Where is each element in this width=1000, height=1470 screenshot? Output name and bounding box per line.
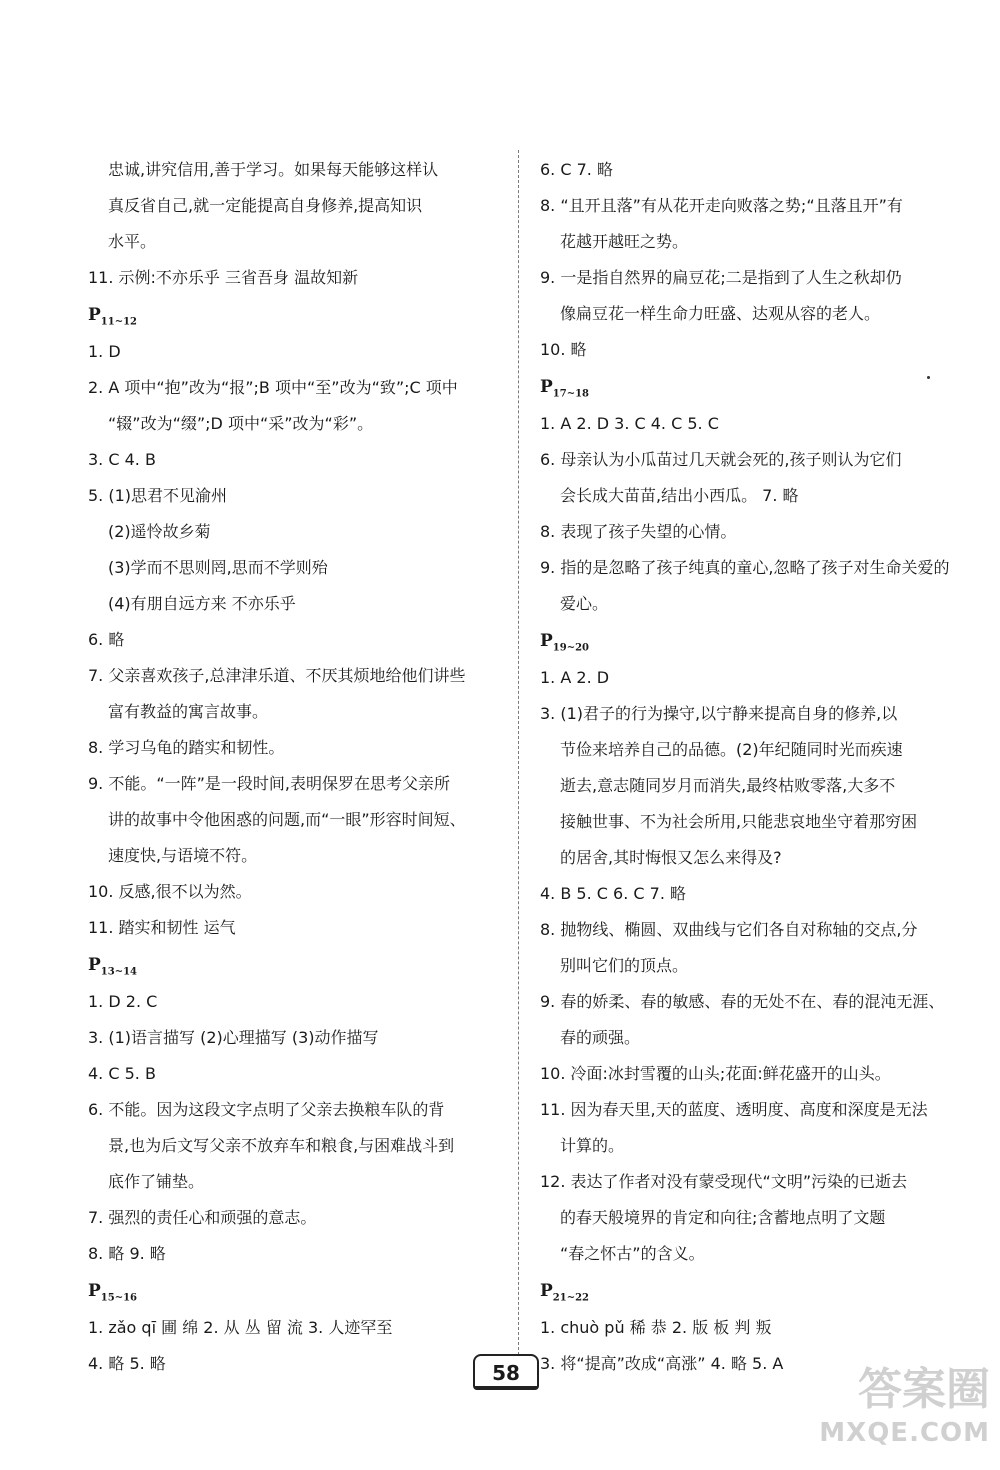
answer-line: 10. 冷面:冰封雪覆的山头;花面:鲜花盛开的山头。 [540,1064,891,1083]
section-heading [540,368,970,406]
answer-line: 10. 略 [540,340,587,359]
section-heading [88,296,518,334]
answer-line: 6. C 7. 略 [540,160,613,179]
answer-line: 2. A 项中“抱”改为“报”;B 项中“至”改为“致”;C 项中 [88,378,458,397]
answer-line: 11. 示例:不亦乐乎 三省吾身 温故知新 [88,268,359,287]
section-page-range: 13~14 [100,966,138,978]
answer-line: 1. D [88,342,121,361]
answer-line: 1. A 2. D 3. C 4. C 5. C [540,414,719,433]
answer-line: 花越开越旺之势。 [560,232,689,251]
answer-line: 景,也为后文写父亲不放弃车和粮食,与困难战斗到 [108,1136,455,1155]
section-heading [540,622,970,660]
watermark-url: MXQE.COM [819,1418,990,1448]
answer-line: 9. 不能。“一阵”是一段时间,表明保罗在思考父亲所 [88,774,451,793]
stray-dot [927,376,930,379]
answer-line: 6. 母亲认为小瓜苗过几天就会死的,孩子则认为它们 [540,450,902,469]
answer-line: 3. (1)君子的行为操守,以宁静来提高自身的修养,以 [540,704,898,723]
answer-line: 的春天般境界的肯定和向往;含蓄地点明了文题 [560,1208,886,1227]
section-page-letter: P [88,955,101,975]
answer-line: 9. 春的娇柔、春的敏感、春的无处不在、春的混沌无涯、 [540,992,945,1011]
section-page-range: 19~20 [552,642,590,654]
right-column [540,152,970,1382]
answer-line: 8. “且开且落”有从花开走向败落之势;“且落且开”有 [540,196,903,215]
answer-line: “辍”改为“缀”;D 项中“采”改为“彩”。 [108,414,374,433]
answer-line: 9. 指的是忽略了孩子纯真的童心,忽略了孩子对生命关爱的 [540,558,950,577]
answer-line: 4. B 5. C 6. C 7. 略 [540,884,686,903]
answer-line: 爱心。 [560,594,609,613]
answer-line: 接触世事、不为社会所用,只能悲哀地坐守着那穷困 [560,812,918,831]
answer-line: 7. 强烈的责任心和顽强的意志。 [88,1208,317,1227]
section-page-letter: P [88,1281,101,1301]
answer-line: 1. D 2. C [88,992,158,1011]
answer-line: 1. chuò pǔ 稀 恭 2. 版 板 判 叛 [540,1318,772,1337]
answer-line: 1. A 2. D [540,668,610,687]
left-column [88,152,518,1382]
answer-line: 像扁豆花一样生命力旺盛、达观从容的老人。 [560,304,881,323]
answer-line: 底作了铺垫。 [108,1172,205,1191]
answer-line: 忠诚,讲究信用,善于学习。如果每天能够这样认 [108,160,439,179]
answer-line: 会长成大苗苗,结出小西瓜。 7. 略 [560,486,799,505]
answer-line: 6. 不能。因为这段文字点明了父亲去换粮车队的背 [88,1100,445,1119]
section-heading [540,1272,970,1310]
watermark [790,1362,990,1462]
answer-line: 速度快,与语境不符。 [108,846,258,865]
answer-line: 1. zǎo qī 圃 绵 2. 从 丛 留 流 3. 人迹罕至 [88,1318,393,1337]
answer-line: 5. (1)思君不见渝州 [88,486,228,505]
answer-line: 3. C 4. B [88,450,156,469]
section-page-letter: P [540,1281,553,1301]
section-heading [88,946,518,984]
section-page-letter: P [540,631,553,651]
answer-line: 4. C 5. B [88,1064,156,1083]
answer-line: 逝去,意志随同岁月而消失,最终枯败零落,大多不 [560,776,896,795]
answer-line: 别叫它们的顶点。 [560,956,689,975]
answer-line: 6. 略 [88,630,125,649]
answer-line: 11. 因为春天里,天的蓝度、透明度、高度和深度是无法 [540,1100,928,1119]
watermark-logo-text: 答案圈 [858,1364,990,1415]
answer-line: (3)学而不思则罔,思而不学则殆 [108,558,328,577]
answer-line: 春的顽强。 [560,1028,641,1047]
answer-line: (4)有朋自远方来 不亦乐乎 [108,594,296,613]
answer-line: 富有教益的寓言故事。 [108,702,269,721]
answer-line: 8. 略 9. 略 [88,1244,166,1263]
answer-line: 8. 学习乌龟的踏实和韧性。 [88,738,285,757]
section-page-range: 21~22 [552,1292,590,1304]
answer-line: 计算的。 [560,1136,625,1155]
answer-line: 11. 踏实和韧性 运气 [88,918,236,937]
answer-line: 讲的故事中令他困惑的问题,而“一眼”形容时间短、 [108,810,466,829]
answer-line: 的居舍,其时悔恨又怎么来得及? [560,848,782,867]
section-page-range: 11~12 [100,316,138,328]
answer-line: 9. 一是指自然界的扁豆花;二是指到了人生之秋却仍 [540,268,902,287]
answer-line: 真反省自己,就一定能提高自身修养,提高知识 [108,196,423,215]
answer-line: 7. 父亲喜欢孩子,总津津乐道、不厌其烦地给他们讲些 [88,666,466,685]
answer-line: 3. 将“提高”改成“高涨” 4. 略 5. A [540,1354,784,1373]
answer-line: 8. 表现了孩子失望的心情。 [540,522,737,541]
section-page-letter: P [540,377,553,397]
section-heading [88,1272,518,1310]
answer-line: 8. 抛物线、椭圆、双曲线与它们各自对称轴的交点,分 [540,920,918,939]
answer-line: “春之怀古”的含义。 [560,1244,705,1263]
answer-line: 4. 略 5. 略 [88,1354,166,1373]
answer-line: 节俭来培养自己的品德。(2)年纪随同时光而疾速 [560,740,903,759]
section-page-range: 17~18 [552,388,590,400]
answer-line: 12. 表达了作者对没有蒙受现代“文明”污染的已逝去 [540,1172,908,1191]
section-page-range: 15~16 [100,1292,138,1304]
answer-line: 10. 反感,很不以为然。 [88,882,252,901]
page-number: 58 [473,1354,539,1390]
answer-line: 3. (1)语言描写 (2)心理描写 (3)动作描写 [88,1028,379,1047]
answer-line: (2)遥怜故乡菊 [108,522,211,541]
answer-line: 水平。 [108,232,157,251]
column-divider [518,150,519,1355]
section-page-letter: P [88,305,101,325]
